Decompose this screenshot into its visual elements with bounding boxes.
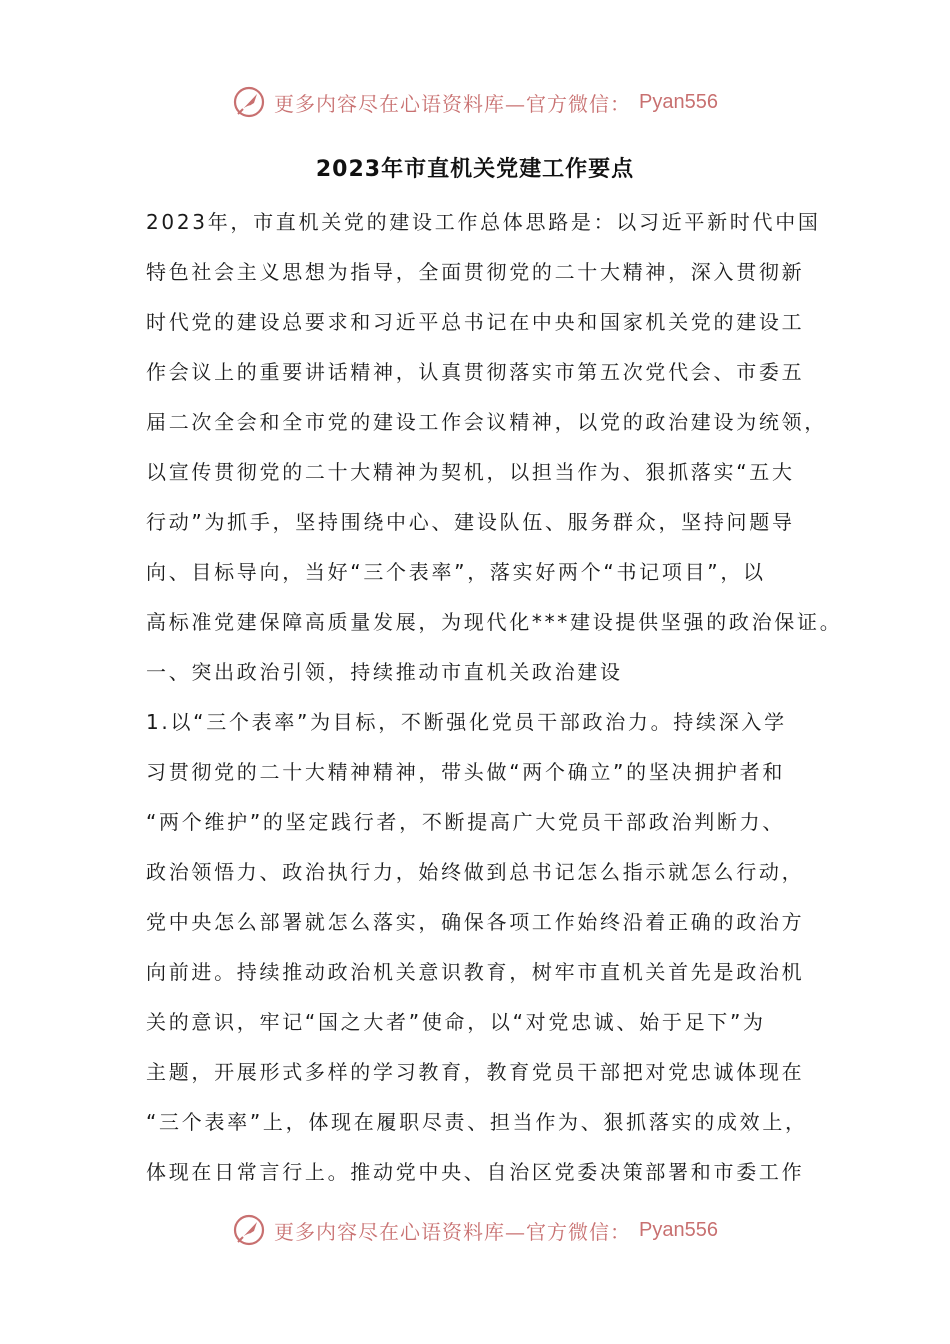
body-line: 特色社会主义思想为指导，全面贯彻党的二十大精神，深入贯彻新 bbox=[146, 260, 805, 284]
body-line: 时代党的建设总要求和习近平总书记在中央和国家机关党的建设工 bbox=[146, 310, 805, 334]
body-line: 体现在日常言行上。推动党中央、自治区党委决策部署和市委工作 bbox=[146, 1160, 805, 1184]
body-line: 行动”为抓手，坚持围绕中心、建设队伍、服务群众，坚持问题导 bbox=[146, 510, 795, 534]
document-title: 2023年市直机关党建工作要点 bbox=[315, 157, 635, 182]
body-line: 2023年，市直机关党的建设工作总体思路是：以习近平新时代中国 bbox=[146, 210, 821, 234]
watermark-banner-top bbox=[0, 82, 950, 122]
watermark-banner-bottom bbox=[0, 1210, 950, 1250]
body-line: 高标准党建保障高质量发展，为现代化***建设提供坚强的政治保证。 bbox=[146, 610, 843, 634]
body-line: 党中央怎么部署就怎么落实，确保各项工作始终沿着正确的政治方 bbox=[146, 910, 805, 934]
watermark-text: 更多内容尽在心语资料库—官方微信： bbox=[274, 1219, 632, 1244]
body-line: 1.以“三个表率”为目标，不断强化党员干部政治力。持续深入学 bbox=[146, 710, 787, 734]
body-line: 作会议上的重要讲话精神，认真贯彻落实市第五次党代会、市委五 bbox=[146, 360, 805, 384]
body-line: 届二次全会和全市党的建设工作会议精神，以党的政治建设为统领， bbox=[146, 410, 827, 434]
body-line: “三个表率”上，体现在履职尽责、担当作为、狠抓落实的成效上， bbox=[146, 1110, 808, 1134]
watermark-wechat-id: Pyan556 bbox=[639, 90, 718, 113]
body-line: 关的意识，牢记“国之大者”使命，以“对党忠诚、始于足下”为 bbox=[146, 1010, 766, 1034]
watermark-text: 更多内容尽在心语资料库—官方微信： bbox=[274, 91, 632, 116]
body-line: 向、目标导向，当好“三个表率”，落实好两个“书记项目”，以 bbox=[146, 560, 766, 584]
body-line: 主题，开展形式多样的学习教育，教育党员干部把对党忠诚体现在 bbox=[146, 1060, 805, 1084]
body-line: “两个维护”的坚定践行者，不断提高广大党员干部政治判断力、 bbox=[146, 810, 786, 834]
body-line: 习贯彻党的二十大精神精神，带头做“两个确立”的坚决拥护者和 bbox=[146, 760, 786, 784]
section-heading: 一、突出政治引领，持续推动市直机关政治建设 bbox=[146, 660, 623, 684]
body-line: 向前进。持续推动政治机关意识教育，树牢市直机关首先是政治机 bbox=[146, 960, 805, 984]
watermark-wechat-id: Pyan556 bbox=[639, 1218, 718, 1241]
quill-pen-icon bbox=[232, 1213, 266, 1247]
body-line: 以宣传贯彻党的二十大精神为契机，以担当作为、狠抓落实“五大 bbox=[146, 460, 795, 484]
body-line: 政治领悟力、政治执行力，始终做到总书记怎么指示就怎么行动， bbox=[146, 860, 805, 884]
quill-pen-icon bbox=[232, 85, 266, 119]
